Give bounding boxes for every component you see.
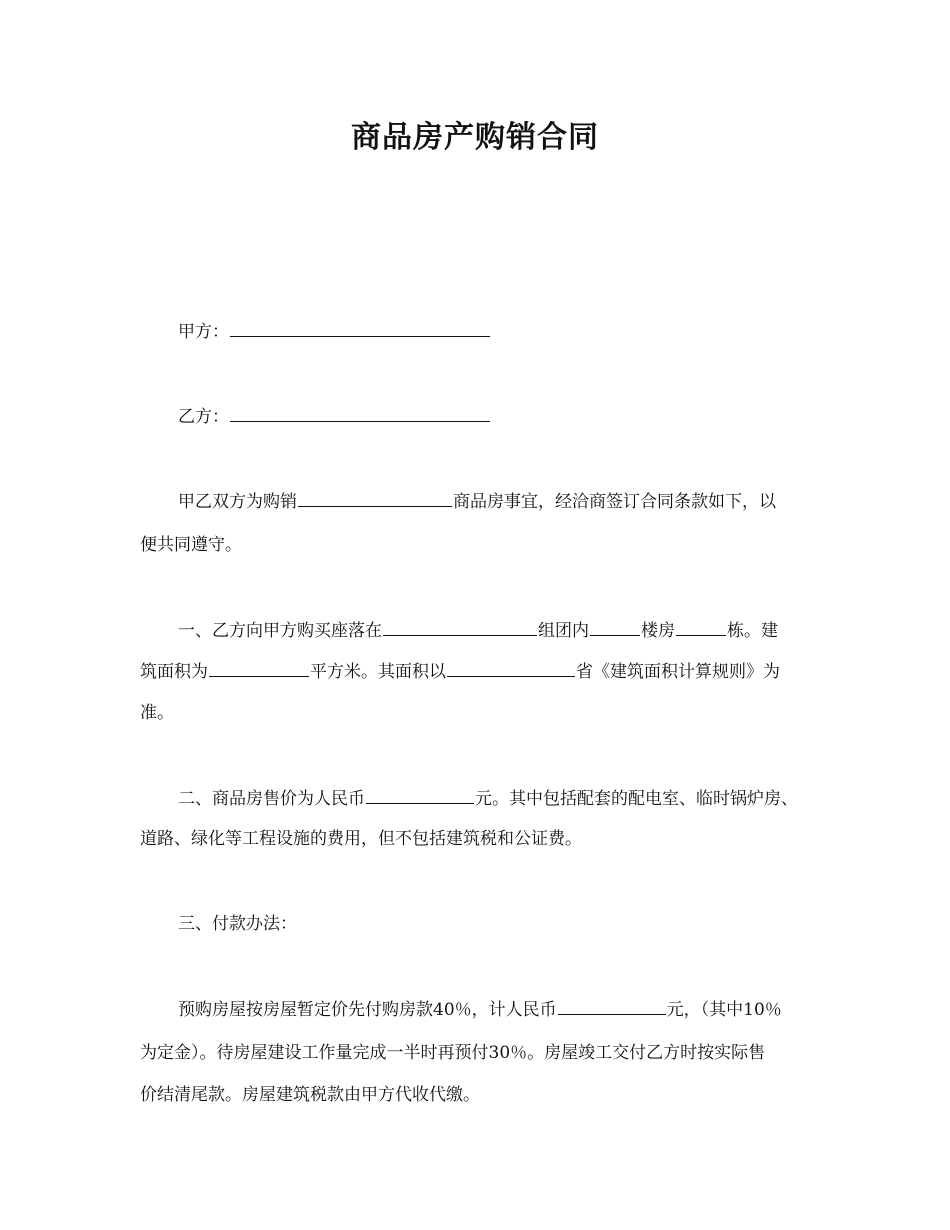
- party-b-line: [140, 405, 858, 428]
- party-a-label: 甲方：: [178, 322, 229, 342]
- clause1-text-2: 组团内: [538, 621, 589, 641]
- clause2-line-1: [140, 787, 858, 810]
- payment-amount-blank[interactable]: [558, 998, 666, 1015]
- preamble-line-1: [140, 490, 858, 513]
- party-b-label: 乙方：: [178, 407, 229, 427]
- clause1-text-5: 筑面积为: [140, 662, 208, 682]
- clause1-area-blank[interactable]: [209, 660, 309, 677]
- clause2-text-2: 元。其中包括配套的配电室、临时锅炉房、: [475, 789, 798, 809]
- clause1-text-6: 平方米。其面积以: [310, 662, 446, 682]
- clause1-line-2: [140, 660, 820, 683]
- clause1-province-blank[interactable]: [447, 660, 575, 677]
- preamble-text-2: 商品房事宜，经洽商签订合同条款如下，以: [453, 492, 776, 512]
- clause1-count-blank[interactable]: [676, 619, 726, 636]
- document-title: 商品房产购销合同: [351, 120, 599, 155]
- clause1-line-1: [140, 619, 858, 642]
- clause1-text-7: 省《建筑面积计算规则》为: [576, 662, 780, 682]
- party-a-blank[interactable]: [230, 320, 490, 337]
- clause2-line-2: 道路、绿化等工程设施的费用，但不包括建筑税和公证费。: [140, 829, 582, 849]
- clause1-location-blank[interactable]: [383, 619, 537, 636]
- preamble-blank[interactable]: [298, 490, 452, 507]
- preamble-text-1: 甲乙双方为购销: [178, 492, 297, 512]
- clause2-price-blank[interactable]: [366, 787, 474, 804]
- payment-text-2: 元，（其中10％: [666, 1000, 782, 1020]
- clause3-heading: 三、付款办法：: [178, 914, 297, 934]
- preamble-line-2: 便共同遵守。: [140, 535, 242, 555]
- clause1-line-3: 准。: [140, 703, 174, 723]
- clause1-text-4: 栋。建: [727, 621, 778, 641]
- payment-text-1: 预购房屋按房屋暂定价先付购房款40％，计人民币: [178, 1000, 557, 1020]
- clause2-text-1: 二、商品房售价为人民币: [178, 789, 365, 809]
- clause1-text-1: 一、乙方向甲方购买座落在: [178, 621, 382, 641]
- party-b-blank[interactable]: [230, 405, 490, 422]
- payment-line-2: 为定金）。待房屋建设工作量完成一半时再预付30％。房屋竣工交付乙方时按实际售: [140, 1043, 766, 1063]
- party-a-line: [140, 320, 858, 343]
- clause1-text-3: 楼房: [641, 621, 675, 641]
- clause1-building-blank[interactable]: [590, 619, 640, 636]
- payment-line-1: [140, 998, 858, 1021]
- payment-line-3: 价结清尾款。房屋建筑税款由甲方代收代缴。: [140, 1085, 480, 1105]
